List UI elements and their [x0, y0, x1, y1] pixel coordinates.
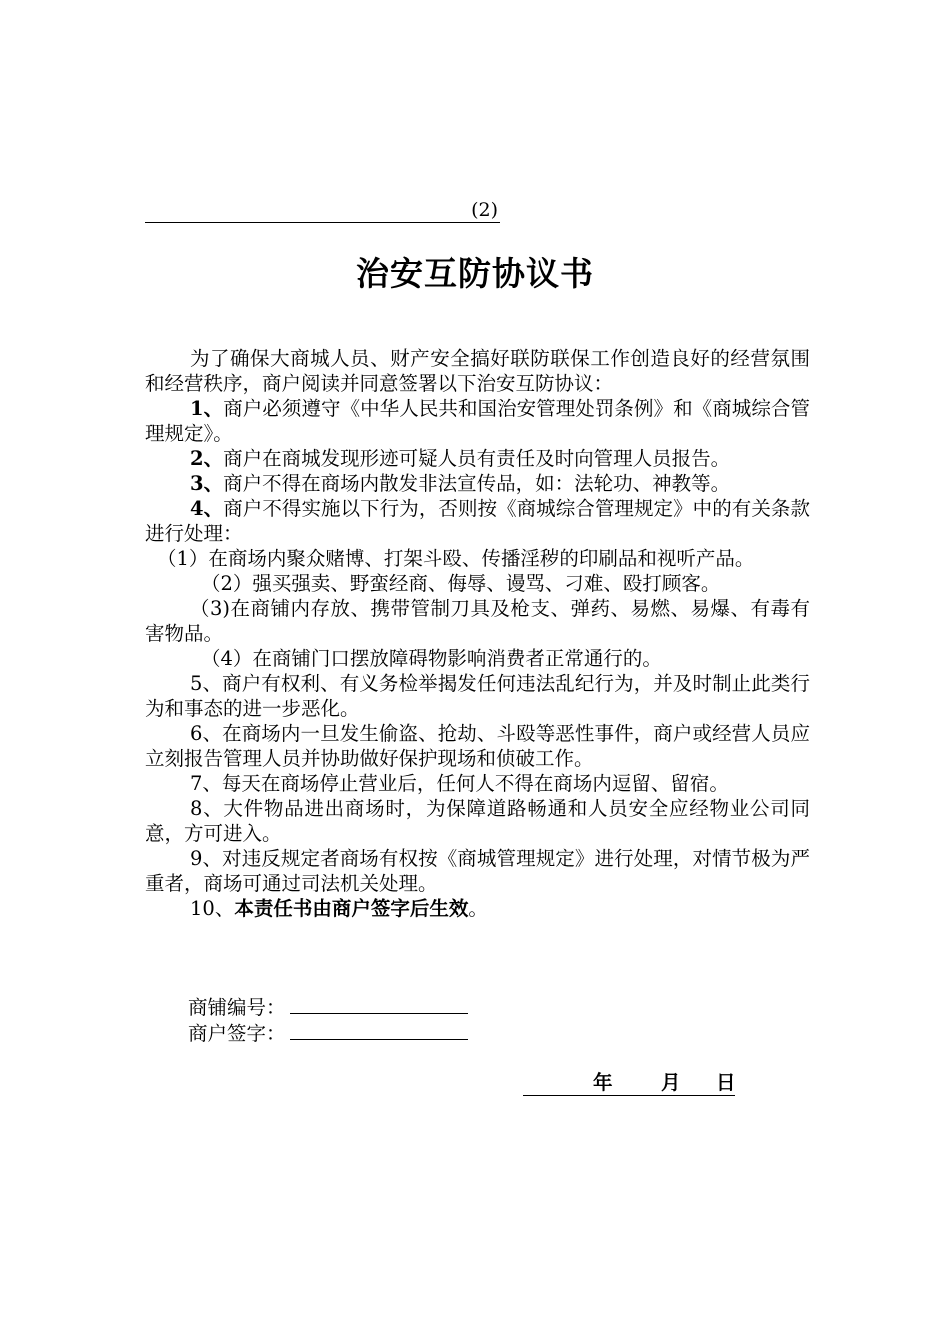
clause-3 [145, 471, 810, 496]
clause-number: 3、 [190, 472, 224, 495]
sub-clause-3: （3)在商铺内存放、携带管制刀具及枪支、弹药、易燃、易爆、有毒有害物品。 [145, 597, 810, 645]
clause-10 [145, 896, 810, 921]
sub-clause-1: （1）在商场内聚众赌博、打架斗殴、传播淫秽的印刷品和视听产品。 [157, 547, 755, 570]
year-label: 年 [593, 1071, 613, 1094]
clause-7: 7、每天在商场停止营业后，任何人不得在商场内逗留、留宿。 [190, 772, 729, 795]
clause-text: 商户在商城发现形迹可疑人员有责任及时向管理人员报告。 [223, 447, 731, 470]
intro-paragraph: 为了确保大商城人员、财产安全搞好联防联保工作创造良好的经营氛围和经营秩序，商户阅读并同意签署以下治安互防协议： [145, 347, 810, 395]
merchant-signature-label: 商户签字： [188, 1022, 286, 1045]
clause-2 [145, 446, 810, 471]
document-title: 治安互防协议书 [356, 254, 594, 293]
clause-text: 本责任书由商户签字后生效 [234, 897, 469, 920]
header-underline [145, 200, 500, 223]
clause-text: 商户不得实施以下行为，否则按《商城综合管理规定》中的有关条款进行处理： [145, 497, 810, 545]
clause-text: 商户必须遵守《中华人民共和国治安管理处罚条例》和《商城综合管理规定》。 [145, 397, 810, 445]
date-line [523, 1069, 735, 1096]
clause-1 [145, 396, 810, 446]
day-label: 日 [716, 1071, 736, 1094]
sub-clause-4: （4）在商铺门口摆放障碍物影响消费者正常通行的。 [201, 647, 662, 670]
clause-text: 商户不得在商场内散发非法宣传品，如：法轮功、神教等。 [223, 472, 731, 495]
clause-number: 4、 [190, 497, 224, 520]
document-number: (2) [471, 199, 498, 221]
clause-6: 6、在商场内一旦发生偷盗、抢劫、斗殴等恶性事件，商户或经营人员应立刻报告管理人员并协助做好保护现场和侦破工作。 [145, 722, 810, 770]
clause-end: 。 [468, 897, 488, 920]
clause-9: 9、对违反规定者商场有权按《商城管理规定》进行处理，对情节极为严重者，商场可通过司法机关处理。 [145, 847, 810, 895]
shop-number-field[interactable] [290, 995, 468, 1014]
shop-number-row [188, 995, 468, 1020]
clause-4 [145, 496, 810, 546]
shop-number-label: 商铺编号： [188, 996, 286, 1019]
merchant-signature-row [188, 1021, 468, 1046]
clause-5: 5、商户有权利、有义务检举揭发任何违法乱纪行为，并及时制止此类行为和事态的进一步恶化。 [145, 672, 810, 720]
clause-number: 10、 [190, 897, 235, 920]
month-label: 月 [661, 1071, 681, 1094]
sub-clause-2: （2）强买强卖、野蛮经商、侮辱、谩骂、刁难、殴打顾客。 [201, 572, 721, 595]
clause-number: 2、 [190, 447, 224, 470]
clause-8: 8、大件物品进出商场时，为保障道路畅通和人员安全应经物业公司同意，方可进入。 [145, 797, 810, 845]
agreement-body [145, 346, 810, 921]
merchant-signature-field[interactable] [290, 1021, 468, 1040]
clause-number: 1、 [190, 397, 224, 420]
